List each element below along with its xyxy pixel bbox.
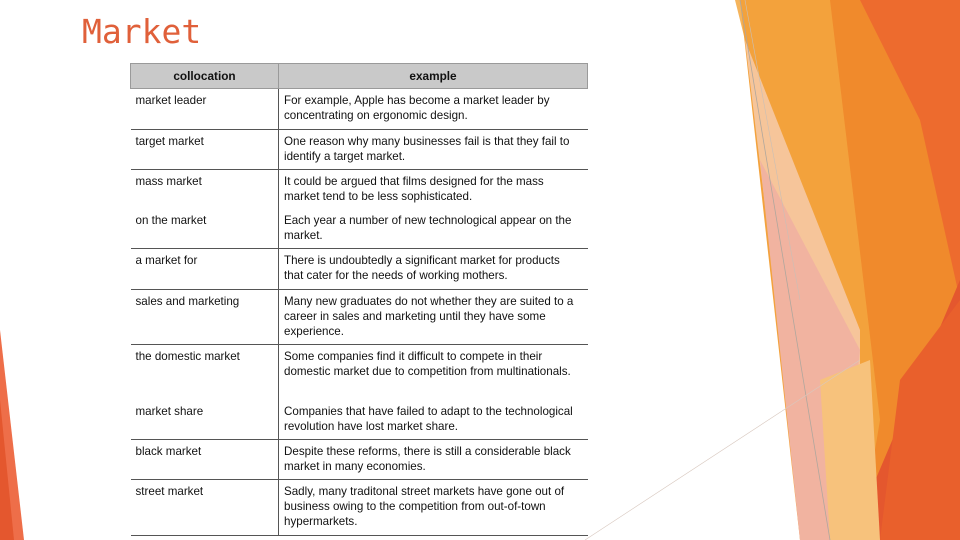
- column-header-collocation: collocation: [131, 64, 279, 89]
- collocation-cell: a market for: [131, 249, 279, 290]
- collocation-cell: the domestic market: [131, 345, 279, 400]
- example-cell: Despite these reforms, there is still a considerable black market in many economies.: [279, 440, 588, 480]
- example-cell: One reason why many businesses fail is that they fail to identify a target market.: [279, 130, 588, 170]
- example-cell: There is undoubtedly a significant market for products that cater for the needs of working mothers.: [279, 249, 588, 290]
- example-cell: Sadly, many traditonal street markets have gone out of business owing to the competition from out-of-town hypermarkets.: [279, 480, 588, 536]
- table-row: [131, 170, 588, 209]
- collocation-cell: street market: [131, 480, 279, 536]
- table-row: [131, 290, 588, 345]
- collocation-cell: market share: [131, 400, 279, 440]
- example-cell: It could be argued that films designed for the mass market tend to be less sophisticated.: [279, 170, 588, 209]
- collocation-cell: sales and marketing: [131, 290, 279, 345]
- table-row: [131, 89, 588, 130]
- table-row: [131, 440, 588, 480]
- collocation-cell: on the market: [131, 209, 279, 249]
- example-cell: Companies that have failed to adapt to the technological revolution have lost market share.: [279, 400, 588, 440]
- example-cell: Some companies find it difficult to compete in their domestic market due to competition from multinationals.: [279, 345, 588, 400]
- table-row: [131, 249, 588, 290]
- table-row: [131, 130, 588, 170]
- column-header-example: example: [279, 64, 588, 89]
- table-row: [131, 400, 588, 440]
- collocation-table: [130, 63, 588, 536]
- collocation-cell: market leader: [131, 89, 279, 130]
- collocation-cell: target market: [131, 130, 279, 170]
- collocation-cell: mass market: [131, 170, 279, 209]
- slide-title: Market: [82, 12, 202, 51]
- table-row: [131, 480, 588, 536]
- example-cell: For example, Apple has become a market leader by concentrating on ergonomic design.: [279, 89, 588, 130]
- table-row: [131, 345, 588, 400]
- collocation-cell: black market: [131, 440, 279, 480]
- table-header-row: [131, 64, 588, 89]
- example-cell: Many new graduates do not whether they are suited to a career in sales and marketing until they have some experience.: [279, 290, 588, 345]
- table-row: [131, 209, 588, 249]
- example-cell: Each year a number of new technological appear on the market.: [279, 209, 588, 249]
